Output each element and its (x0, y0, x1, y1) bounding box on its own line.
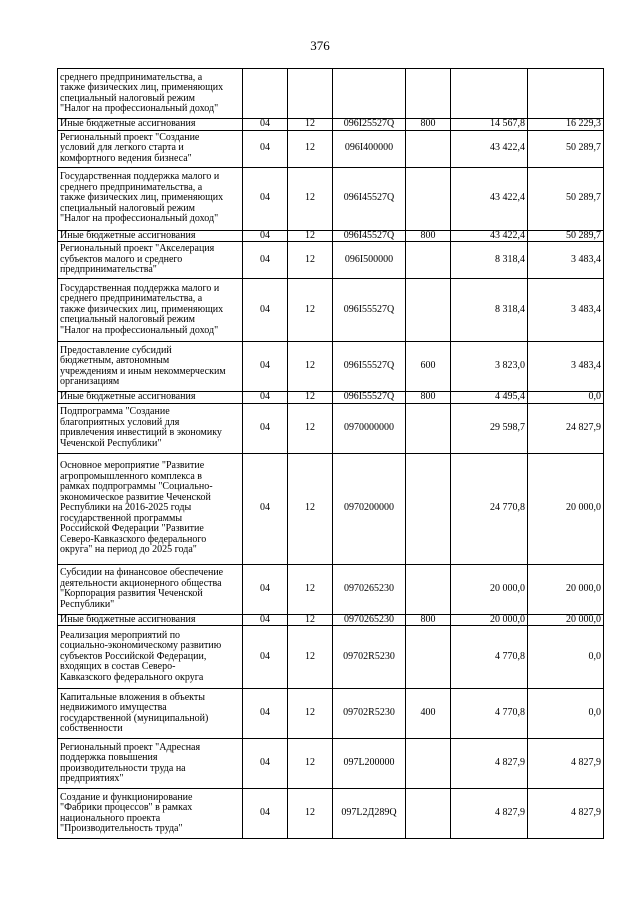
row-expense-type (406, 69, 451, 119)
row-target-article (333, 69, 406, 119)
table-row (58, 739, 604, 789)
table-row (58, 392, 604, 404)
row-sum-1: 20 000,0 (451, 564, 528, 614)
row-target-article: 096I55527Q (333, 279, 406, 342)
row-target-article: 0970265230 (333, 614, 406, 626)
table-row (58, 130, 604, 167)
row-subsection: 12 (288, 167, 333, 230)
row-name: Региональный проект "Создание условий для легкого старта и комфортного ведения бизнеса" (58, 130, 243, 167)
row-name: Иные бюджетные ассигнования (58, 119, 243, 131)
row-target-article: 09702R5230 (333, 689, 406, 739)
row-sum-1: 29 598,7 (451, 403, 528, 453)
table-row (58, 626, 604, 689)
row-section: 04 (243, 119, 288, 131)
row-subsection: 12 (288, 119, 333, 131)
row-section: 04 (243, 130, 288, 167)
table-row (58, 564, 604, 614)
table-row (58, 789, 604, 839)
row-sum-2: 20 000,0 (528, 564, 604, 614)
row-section: 04 (243, 614, 288, 626)
row-subsection: 12 (288, 789, 333, 839)
row-subsection (288, 69, 333, 119)
row-expense-type: 800 (406, 614, 451, 626)
row-sum-1: 4 495,4 (451, 392, 528, 404)
row-expense-type: 800 (406, 119, 451, 131)
row-sum-2: 4 827,9 (528, 789, 604, 839)
row-sum-1: 8 318,4 (451, 279, 528, 342)
row-section: 04 (243, 626, 288, 689)
table-row (58, 242, 604, 279)
row-name: Создание и функционирование "Фабрики процессов" в рамках национального проекта "Производительность труда" (58, 789, 243, 839)
row-target-article: 096I45527Q (333, 167, 406, 230)
row-subsection: 12 (288, 392, 333, 404)
table-row (58, 230, 604, 242)
row-subsection: 12 (288, 689, 333, 739)
row-section: 04 (243, 564, 288, 614)
row-sum-1: 43 422,4 (451, 167, 528, 230)
row-expense-type (406, 403, 451, 453)
budget-table-body (58, 69, 604, 839)
row-subsection: 12 (288, 230, 333, 242)
row-name: Капитальные вложения в объекты недвижимого имущества государственной (муниципальной) собственности (58, 689, 243, 739)
row-expense-type (406, 739, 451, 789)
row-sum-1: 43 422,4 (451, 130, 528, 167)
row-sum-1: 4 770,8 (451, 689, 528, 739)
page-number: 376 (310, 38, 330, 53)
table-row (58, 689, 604, 739)
table-row (58, 167, 604, 230)
row-expense-type (406, 626, 451, 689)
row-subsection: 12 (288, 739, 333, 789)
row-name: Подпрограмма "Создание благоприятных условий для привлечения инвестиций в экономику Чеченской Республики" (58, 403, 243, 453)
row-expense-type (406, 130, 451, 167)
row-name: Иные бюджетные ассигнования (58, 614, 243, 626)
row-target-article: 0970265230 (333, 564, 406, 614)
row-target-article: 097L2Д289Q (333, 789, 406, 839)
row-expense-type (406, 242, 451, 279)
row-section: 04 (243, 230, 288, 242)
row-subsection: 12 (288, 130, 333, 167)
row-expense-type (406, 789, 451, 839)
row-expense-type (406, 167, 451, 230)
row-subsection: 12 (288, 403, 333, 453)
row-expense-type (406, 279, 451, 342)
table-row (58, 69, 604, 119)
row-sum-2: 0,0 (528, 392, 604, 404)
row-sum-2: 50 289,7 (528, 167, 604, 230)
row-target-article: 097L200000 (333, 739, 406, 789)
row-section: 04 (243, 392, 288, 404)
row-section: 04 (243, 242, 288, 279)
table-row (58, 342, 604, 392)
row-sum-1 (451, 69, 528, 119)
row-sum-2: 20 000,0 (528, 614, 604, 626)
row-section: 04 (243, 279, 288, 342)
row-sum-2: 50 289,7 (528, 230, 604, 242)
row-section: 04 (243, 403, 288, 453)
row-sum-1: 43 422,4 (451, 230, 528, 242)
row-subsection: 12 (288, 614, 333, 626)
row-sum-2: 20 000,0 (528, 453, 604, 564)
row-name: Региональный проект "Акселерация субъектов малого и среднего предпринимательства" (58, 242, 243, 279)
row-subsection: 12 (288, 453, 333, 564)
row-expense-type (406, 564, 451, 614)
row-section: 04 (243, 453, 288, 564)
table-row (58, 279, 604, 342)
row-expense-type: 400 (406, 689, 451, 739)
row-expense-type: 800 (406, 392, 451, 404)
table-row (58, 403, 604, 453)
row-subsection: 12 (288, 342, 333, 392)
row-sum-1: 8 318,4 (451, 242, 528, 279)
row-target-article: 096I55527Q (333, 392, 406, 404)
row-subsection: 12 (288, 242, 333, 279)
row-sum-1: 4 827,9 (451, 789, 528, 839)
row-expense-type: 600 (406, 342, 451, 392)
row-sum-2: 24 827,9 (528, 403, 604, 453)
row-sum-1: 24 770,8 (451, 453, 528, 564)
row-name: Иные бюджетные ассигнования (58, 230, 243, 242)
row-name: Основное мероприятие "Развитие агропромышленного комплекса в рамках подпрограммы "Социально- экономическое развитие Чеченской Республики на 2016-2025 годы государственной программы Российской Федерации "Развитие Северо-Кавказского федерального округа" на период до 2025 года" (58, 453, 243, 564)
row-sum-2: 0,0 (528, 626, 604, 689)
table-row (58, 119, 604, 131)
table-row (58, 614, 604, 626)
row-section: 04 (243, 167, 288, 230)
row-name: Иные бюджетные ассигнования (58, 392, 243, 404)
row-sum-2: 3 483,4 (528, 279, 604, 342)
row-expense-type (406, 453, 451, 564)
row-sum-1: 4 770,8 (451, 626, 528, 689)
row-sum-2: 3 483,4 (528, 342, 604, 392)
row-section (243, 69, 288, 119)
row-name: Реализация мероприятий по социально-экономическому развитию субъектов Российской Федерации, входящих в состав Северо- Кавказского федерального округа (58, 626, 243, 689)
row-name: Субсидии на финансовое обеспечение деятельности акционерного общества "Корпорация развития Чеченской Республики" (58, 564, 243, 614)
row-section: 04 (243, 739, 288, 789)
row-sum-1: 20 000,0 (451, 614, 528, 626)
row-sum-1: 14 567,8 (451, 119, 528, 131)
row-target-article: 09702R5230 (333, 626, 406, 689)
row-name: Региональный проект "Адресная поддержка повышения производительности труда на предприятиях" (58, 739, 243, 789)
row-expense-type: 800 (406, 230, 451, 242)
budget-table (57, 68, 604, 839)
table-row (58, 453, 604, 564)
row-name: среднего предпринимательства, а также физических лиц, применяющих специальный налоговый режим "Налог на профессиональный доход" (58, 69, 243, 119)
row-sum-2: 0,0 (528, 689, 604, 739)
row-sum-2 (528, 69, 604, 119)
row-section: 04 (243, 342, 288, 392)
row-target-article: 096I500000 (333, 242, 406, 279)
row-sum-1: 3 823,0 (451, 342, 528, 392)
row-sum-1: 4 827,9 (451, 739, 528, 789)
row-name: Государственная поддержка малого и среднего предпринимательства, а также физических лиц, применяющих специальный налоговый режим "Налог на профессиональный доход" (58, 167, 243, 230)
row-sum-2: 4 827,9 (528, 739, 604, 789)
row-target-article: 0970200000 (333, 453, 406, 564)
row-target-article: 096I25527Q (333, 119, 406, 131)
row-subsection: 12 (288, 564, 333, 614)
row-subsection: 12 (288, 279, 333, 342)
row-subsection: 12 (288, 626, 333, 689)
row-target-article: 0970000000 (333, 403, 406, 453)
row-sum-2: 3 483,4 (528, 242, 604, 279)
row-name: Государственная поддержка малого и среднего предпринимательства, а также физических лиц, применяющих специальный налоговый режим "Налог на профессиональный доход" (58, 279, 243, 342)
row-target-article: 096I55527Q (333, 342, 406, 392)
row-sum-2: 50 289,7 (528, 130, 604, 167)
row-target-article: 096I45527Q (333, 230, 406, 242)
row-section: 04 (243, 689, 288, 739)
row-sum-2: 16 229,3 (528, 119, 604, 131)
row-section: 04 (243, 789, 288, 839)
row-target-article: 096I400000 (333, 130, 406, 167)
row-name: Предоставление субсидий бюджетным, автономным учреждениям и иным некоммерческим организациям (58, 342, 243, 392)
